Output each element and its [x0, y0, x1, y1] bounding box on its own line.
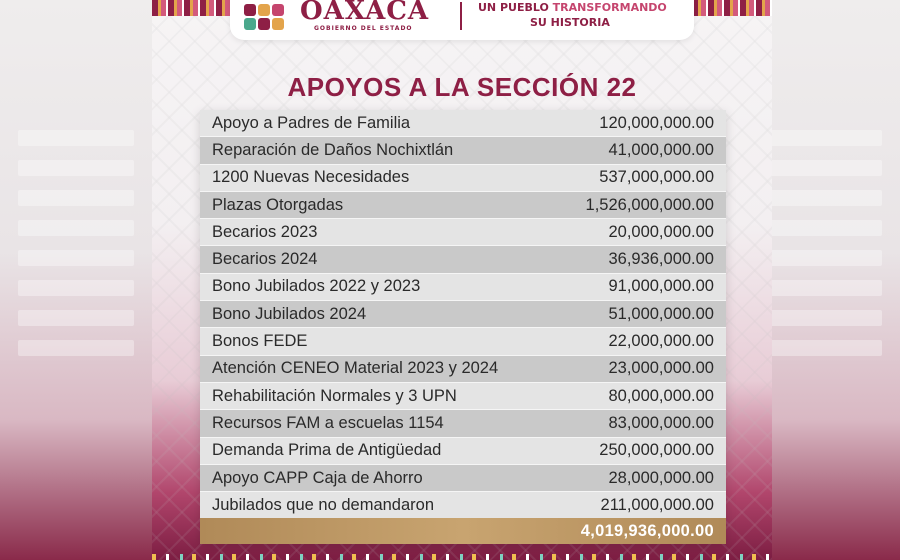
- header-banner: [230, 0, 694, 40]
- bottom-ornament: [152, 554, 772, 560]
- row-amount: 91,000,000.00: [608, 277, 714, 296]
- row-amount: 83,000,000.00: [608, 413, 714, 432]
- table-row: [200, 136, 726, 163]
- row-label: Bono Jubilados 2022 y 2023: [212, 277, 421, 296]
- row-label: Becarios 2023: [212, 222, 318, 241]
- row-amount: 211,000,000.00: [600, 495, 714, 514]
- table-row: [200, 355, 726, 382]
- row-label: Jubilados que no demandaron: [212, 495, 435, 514]
- oaxaca-logo-icon: [244, 4, 288, 34]
- row-amount: 23,000,000.00: [608, 359, 714, 378]
- row-label: Becarios 2024: [212, 250, 318, 269]
- table-row: [200, 110, 726, 136]
- slogan-line-1: [478, 1, 667, 14]
- row-label: Plazas Otorgadas: [212, 195, 344, 214]
- table-row: [200, 409, 726, 436]
- table-row: [200, 245, 726, 272]
- infographic-poster: [152, 0, 772, 560]
- row-label: Demanda Prima de Antigüedad: [212, 441, 442, 460]
- row-amount: 250,000,000.00: [599, 441, 714, 460]
- table-row: [200, 464, 726, 491]
- row-amount: 28,000,000.00: [608, 468, 714, 487]
- top-left-ornament: [152, 0, 232, 16]
- row-label: Apoyo CAPP Caja de Ahorro: [212, 468, 423, 487]
- table-row: [200, 327, 726, 354]
- slogan-part-b: TRANSFORMANDO: [552, 1, 667, 14]
- page-title: APOYOS A LA SECCIÓN 22: [287, 72, 637, 102]
- row-amount: 120,000,000.00: [599, 113, 714, 132]
- support-table: [200, 110, 726, 544]
- table-row: [200, 273, 726, 300]
- table-row: [200, 491, 726, 518]
- table-row: [200, 437, 726, 464]
- slogan-part-a: UN PUEBLO: [478, 1, 553, 14]
- table-row: [200, 300, 726, 327]
- row-label: Apoyo a Padres de Familia: [212, 113, 411, 132]
- row-amount: 22,000,000.00: [608, 332, 714, 351]
- row-amount: 80,000,000.00: [608, 386, 714, 405]
- row-amount: 1,526,000,000.00: [585, 195, 714, 214]
- row-label: Bonos FEDE: [212, 332, 308, 351]
- row-label: Reparación de Daños Nochixtlán: [212, 140, 454, 159]
- row-amount: 41,000,000.00: [608, 140, 714, 159]
- row-label: Atención CENEO Material 2023 y 2024: [212, 359, 499, 378]
- top-right-ornament: [692, 0, 772, 16]
- header-divider: [460, 2, 462, 30]
- row-label: Rehabilitación Normales y 3 UPN: [212, 386, 457, 405]
- row-label: 1200 Nuevas Necesidades: [212, 168, 410, 187]
- row-amount: 51,000,000.00: [608, 304, 714, 323]
- row-amount: 20,000,000.00: [608, 222, 714, 241]
- total-row: [200, 518, 726, 544]
- brand-name: OAXACA: [300, 0, 430, 26]
- slogan-line-2: SU HISTORIA: [530, 16, 610, 29]
- row-label: Recursos FAM a escuelas 1154: [212, 413, 444, 432]
- row-amount: 36,936,000.00: [608, 250, 714, 269]
- table-row: [200, 191, 726, 218]
- table-row: [200, 164, 726, 191]
- row-amount: 537,000,000.00: [599, 168, 714, 187]
- table-row: [200, 218, 726, 245]
- row-label: Bono Jubilados 2024: [212, 304, 367, 323]
- total-amount: 4,019,936,000.00: [580, 521, 714, 540]
- blurred-background-left: [0, 0, 152, 560]
- table-row: [200, 382, 726, 409]
- brand-subtitle: GOBIERNO DEL ESTADO: [314, 25, 413, 32]
